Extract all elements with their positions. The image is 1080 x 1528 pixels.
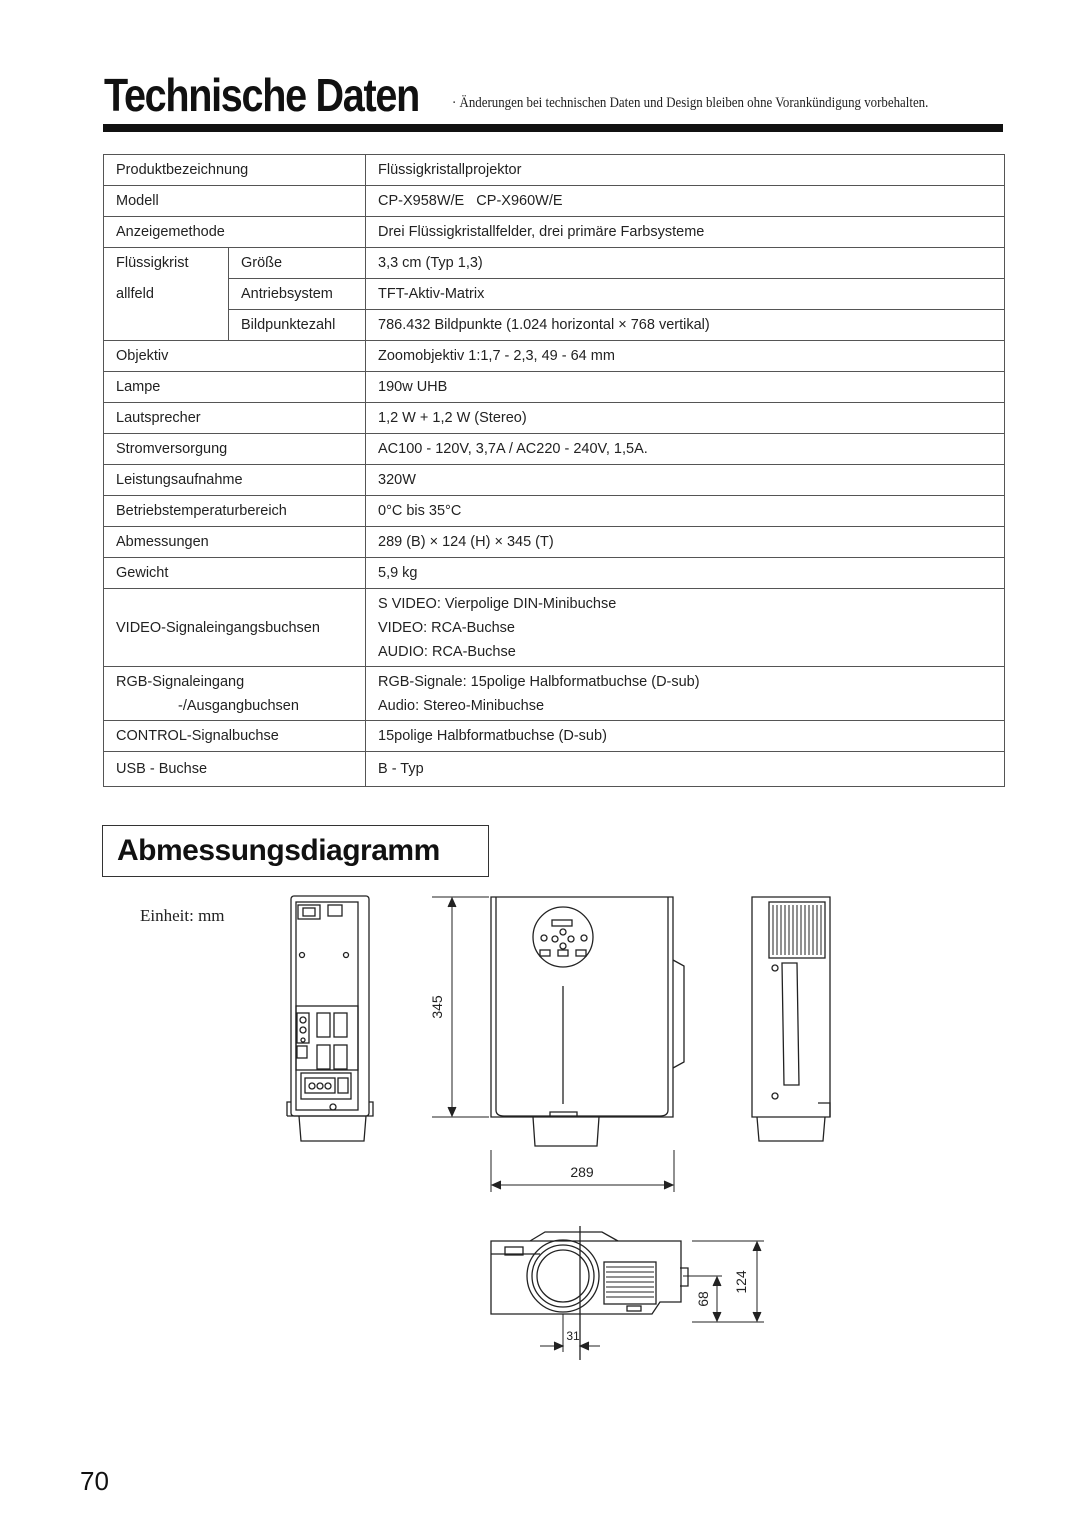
spec-label: Abmessungen	[104, 527, 366, 558]
spec-label: Objektiv	[104, 341, 366, 372]
spec-value: TFT-Aktiv-Matrix	[366, 279, 1005, 310]
spec-value: 15polige Halbformatbuchse (D-sub)	[366, 721, 1005, 752]
spec-label: Produktbezeichnung	[104, 155, 366, 186]
spec-value-line: AUDIO: RCA-Buchse	[378, 643, 516, 660]
spec-label-line: -/Ausgangbuchsen	[178, 697, 299, 714]
spec-value: 0°C bis 35°C	[366, 496, 1005, 527]
dim-lens-height-label: 68	[695, 1291, 711, 1307]
spec-value-line: VIDEO: RCA-Buchse	[378, 619, 515, 636]
spec-label: Lautsprecher	[104, 403, 366, 434]
spec-value: AC100 - 120V, 3,7A / AC220 - 240V, 1,5A.	[366, 434, 1005, 465]
spec-label: Flüssigkrist	[104, 248, 229, 279]
header-note: · Änderungen bei technischen Daten und Design bleiben ohne Vorankündigung vorbehalten.	[452, 95, 929, 111]
page-title: Technische Daten	[104, 69, 419, 121]
projector-side-view	[752, 897, 830, 1141]
projector-rear-view	[287, 896, 373, 1141]
spec-value: 320W	[366, 465, 1005, 496]
spec-value-line: RGB-Signale: 15polige Halbformatbuchse (D-sub)	[378, 673, 700, 690]
dimension-labels	[429, 995, 749, 1343]
spec-label: Betriebstemperaturbereich	[104, 496, 366, 527]
spec-label: Modell	[104, 186, 366, 217]
spec-value: 786.432 Bildpunkte (1.024 horizontal × 768 vertikal)	[366, 310, 1005, 341]
spec-sublabel: Bildpunktezahl	[229, 310, 366, 341]
dim-depth-label: 345	[429, 995, 445, 1019]
dim-height-label: 124	[733, 1270, 749, 1294]
spec-value: Flüssigkristallprojektor	[366, 155, 1005, 186]
dim-width-label: 289	[570, 1164, 594, 1180]
unit-label: Einheit: mm	[140, 906, 225, 925]
spec-label: allfeld	[104, 279, 229, 310]
spec-value: CP-X958W/E CP-X960W/E	[366, 186, 1005, 217]
spec-value: 190w UHB	[366, 372, 1005, 403]
spec-label-line: RGB-Signaleingang	[116, 673, 245, 690]
spec-value: 1,2 W + 1,2 W (Stereo)	[366, 403, 1005, 434]
section-heading: Abmessungsdiagramm	[117, 834, 440, 867]
spec-label: Gewicht	[104, 558, 366, 589]
spec-value: Zoomobjektiv 1:1,7 - 2,3, 49 - 64 mm	[366, 341, 1005, 372]
spec-label: Anzeigemethode	[104, 217, 366, 248]
spec-value: B - Typ	[366, 752, 1005, 787]
spec-value-line: S VIDEO: Vierpolige DIN-Minibuchse	[378, 595, 617, 612]
dim-lens-offset-label: 31	[566, 1329, 580, 1343]
spec-label: USB - Buchse	[104, 752, 366, 787]
spec-label: Leistungsaufnahme	[104, 465, 366, 496]
projector-front-view	[491, 1226, 688, 1360]
spec-sublabel: Größe	[229, 248, 366, 279]
spec-label: VIDEO-Signaleingangsbuchsen	[104, 589, 366, 667]
spec-label: Stromversorgung	[104, 434, 366, 465]
spec-label: Lampe	[104, 372, 366, 403]
spec-value: 289 (B) × 124 (H) × 345 (T)	[366, 527, 1005, 558]
spec-value: Drei Flüssigkristallfelder, drei primäre Farbsysteme	[366, 217, 1005, 248]
spec-label: CONTROL-Signalbuchse	[104, 721, 366, 752]
projector-top-view	[491, 897, 684, 1146]
page-number: 70	[80, 1466, 109, 1496]
spec-value-line: Audio: Stereo-Minibuchse	[378, 697, 545, 714]
spec-value: 3,3 cm (Typ 1,3)	[366, 248, 1005, 279]
spec-sublabel: Antriebsystem	[229, 279, 366, 310]
spec-value: 5,9 kg	[366, 558, 1005, 589]
